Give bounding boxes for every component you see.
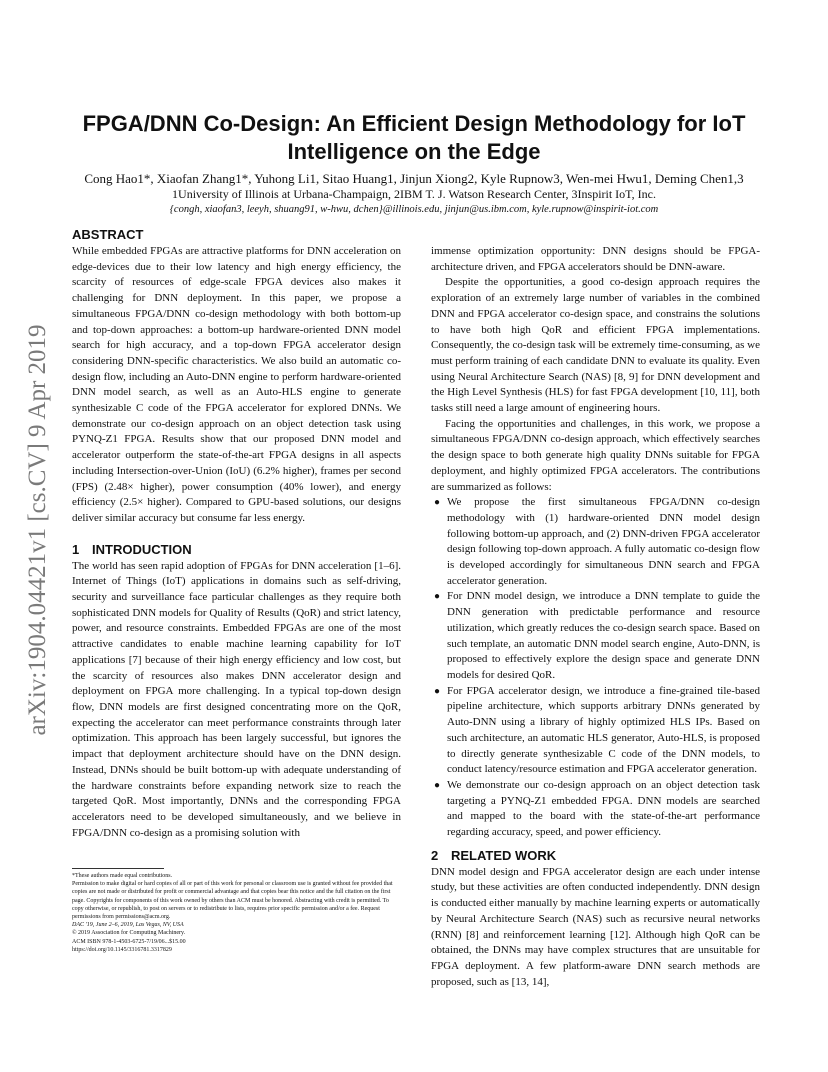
intro-section-number: 1 — [72, 541, 80, 557]
arxiv-identifier: arXiv:1904.04421v1 [cs.CV] 9 Apr 2019 — [24, 324, 51, 736]
abstract-text: While embedded FPGAs are attractive platforms for DNN acceleration on edge-devices due to their low latency and high energy efficiency, the scarcity of resources of edge-scale FPGA devices also makes it challenging for DNN deployment. In this paper, we propose a simultaneous FPGA/DNN co-design methodology with both bottom-up and top-down approaches: a bottom-up hardware-oriented DNN model search for high accuracy, and a top-down FPGA accelerator design considering DNN-specific characteristics. We also build an automatic co-design flow, including an Auto-DNN engine to perform hardware-oriented DNN model search, as well as an Auto-HLS engine to generate synthesizable C code of the FPGA accelerator for explored DNNs. We demonstrate our co-design approach on an object detection task using PYNQ-Z1 FPGA. Results show that our proposed DNN model and accelerator outperform the state-of-the-art FPGA designs in all aspects including Intersection-over-Union (IoU) (6.2% higher), frames per second (FPS) (2.48× higher), power consumption (40% lower), and energy efficiency (2.5× higher). Compared to GPU-based solutions, our designs deliver similar accuracy but consume far less energy. — [72, 245, 401, 524]
author-emails: {congh, xiaofan3, leeyh, shuang91, w-hwu, dchen}@illinois.edu, jinjun@us.ibm.com, kyle.rupnow@inspirit-iot.com — [169, 204, 659, 215]
related-section-title: RELATED WORK — [451, 847, 557, 863]
intro-paragraph-3: Facing the opportunities and challenges, in this work, we propose a simultaneous FPGA/DNN co-design approach, which effectively searches the design space to both generate high quality DNNs suitable for FPGA deployment, and highly optimized FPGA accelerators. The contributions are summarized as follows: — [431, 417, 760, 493]
related-work-heading — [431, 847, 760, 865]
footnotes — [72, 872, 401, 954]
list-item: ● For FPGA accelerator design, we introduce a fine-grained tile-based pipeline architecture, which supports arbitrary DNNs generated by Auto-DNN using a library of highly optimized HLS IPs. Based on such architecture, an automatic HLS generator, Auto-HLS, is proposed to directly generate synthesizable C code of the DNN models, to conduct latency/resource estimation and FPGA accelerator generation. — [434, 684, 760, 776]
list-item: ● For DNN model design, we introduce a DNN template to guide the DNN generation with predictable performance and resource utilization, which greatly reduces the co-design search space. Based on such template, an automatic DNN model search engine, Auto-DNN, is proposed to effectively explore the design space and generate DNN models for desired QoR. — [434, 590, 760, 681]
footnote-copyright: © 2019 Association for Computing Machinery. — [72, 930, 186, 937]
right-column — [431, 244, 760, 990]
bullet-icon: ● — [434, 591, 441, 603]
related-work-paragraph-1: DNN model design and FPGA accelerator design are each under intense study, but these activities are often conducted independently. DNN design is conducted either manually by machine learning experts or automatically by Neural Architecture Search (NAS) such as recursive neural networks (RNN) [8] and reinforcement learning [12]. Although high QoR can be obtained, the DNNs may have complex structures that are unsuitable for FPGA deployment. A few platform-aware DNN search methods are proposed, such as [13, 14], — [431, 865, 760, 988]
footnote-divider — [72, 868, 164, 869]
footnote-equal-contribution: *These authors made equal contributions. — [72, 873, 173, 879]
related-section-number: 2 — [431, 847, 439, 863]
intro-section-title: INTRODUCTION — [92, 541, 192, 557]
footnote-isbn: ACM ISBN 978-1-4503-6725-7/19/06...$15.00 — [72, 938, 186, 945]
bullet-icon: ● — [434, 497, 441, 509]
author-list: Cong Hao1*, Xiaofan Zhang1*, Yuhong Li1, Sitao Huang1, Jinjun Xiong2, Kyle Rupnow3, Wen-mei Hwu1, Deming Chen1,3 — [84, 171, 744, 186]
paper-title: FPGA/DNN Co-Design: An Efficient Design Methodology for IoT Intelligence on the Edge — [82, 111, 746, 164]
arxiv-side-label — [22, 300, 54, 760]
footnote-venue: DAC '19, June 2–6, 2019, Las Vegas, NV, USA — [72, 922, 184, 929]
intro-paragraph-1-continued: immense optimization opportunity: DNN designs should be FPGA-architecture driven, and FPGA accelerators should be DNN-aware. — [431, 245, 760, 273]
bullet-icon: ● — [434, 779, 441, 791]
contribution-list — [431, 495, 760, 840]
left-column — [72, 226, 401, 841]
intro-heading — [72, 541, 401, 559]
intro-paragraph-1: The world has seen rapid adoption of FPGAs for DNN acceleration [1–6]. Internet of Things (IoT) applications in domains such as self-driving, security and surveillance face particular challenges as they require both sophisticated DNN models for Quality of Results (QoR) and strict latency, power, and resource constraints. Embedded FPGAs are one of the most attractive candidates to enable machine learning capability for IoT applications [7] because of their high energy efficiency and low cost, but the scarcity of resources also makes DNN accelerator design and deployment on FPGA more challenging. In a typical top-down design flow, DNN models are first designed concentrating more on the QoR, expecting the accelerator can meet performance constraints through later optimization. This approach has been largely successful, but ignores the impact that deployment architecture should have on the DNN design. Instead, DNNs should be built bottom-up with adequate understanding of the hardware constraints before expanding network size to reach the targeted QoR. Most importantly, DNNs and the corresponding FPGA accelerators need to be developed simultaneously, and we believe in FPGA/DNN co-design as a promising solution with — [72, 559, 401, 839]
list-item: ● We demonstrate our co-design approach on an object detection task targeting a PYNQ-Z1 embedded FPGA. DNN models are searched and mapped to the board with the state-of-the-art performance regarding accuracy, speed, and power efficiency. — [434, 778, 760, 839]
footnote-doi: https://doi.org/10.1145/3316781.3317829 — [72, 946, 172, 953]
footnote-permission: Permission to make digital or hard copies of all or part of this work for personal or classroom use is granted without fee provided that copies are not made or distributed for profit or commercial advantage and that copies bear this notice and the full citation on the first page. Copyrights for components of this work owned by others than ACM must be honored. Abstracting with credit is permitted. To copy otherwise, or republish, to post on servers or to redistribute to lists, requires prior specific permission and/or a fee. Request permissions from permissions@acm.org. — [72, 881, 393, 921]
affiliations: 1University of Illinois at Urbana-Champaign, 2IBM T. J. Watson Research Center, 3Inspirit IoT, Inc. — [172, 187, 656, 201]
intro-paragraph-2: Despite the opportunities, a good co-design approach requires the exploration of an extremely large number of variables in the combined DNN and FPGA accelerator co-design space, and constrains the solutions to have both high QoR and efficient FPGA implementations. Consequently, the co-design task will be extremely time-consuming, as we must perform training of each candidate DNN to evaluate its quality. Even using Neural Architecture Search (NAS) [8, 9] for DNN development and the High Level Synthesis (HLS) for fast FPGA development [10, 11], both tasks still need a large amount of engineering hours. — [431, 276, 760, 415]
abstract-heading: ABSTRACT — [72, 227, 144, 242]
list-item: ● We propose the first simultaneous FPGA/DNN co-design methodology with (1) hardware-oriented DNN model design following bottom-up approach, and (2) DNN-driven FPGA accelerator design following top-down approach. A fully automatic co-design flow is developed accordingly for simultaneous DNN search and FPGA accelerator generation. — [434, 496, 760, 587]
bullet-icon: ● — [434, 685, 441, 697]
